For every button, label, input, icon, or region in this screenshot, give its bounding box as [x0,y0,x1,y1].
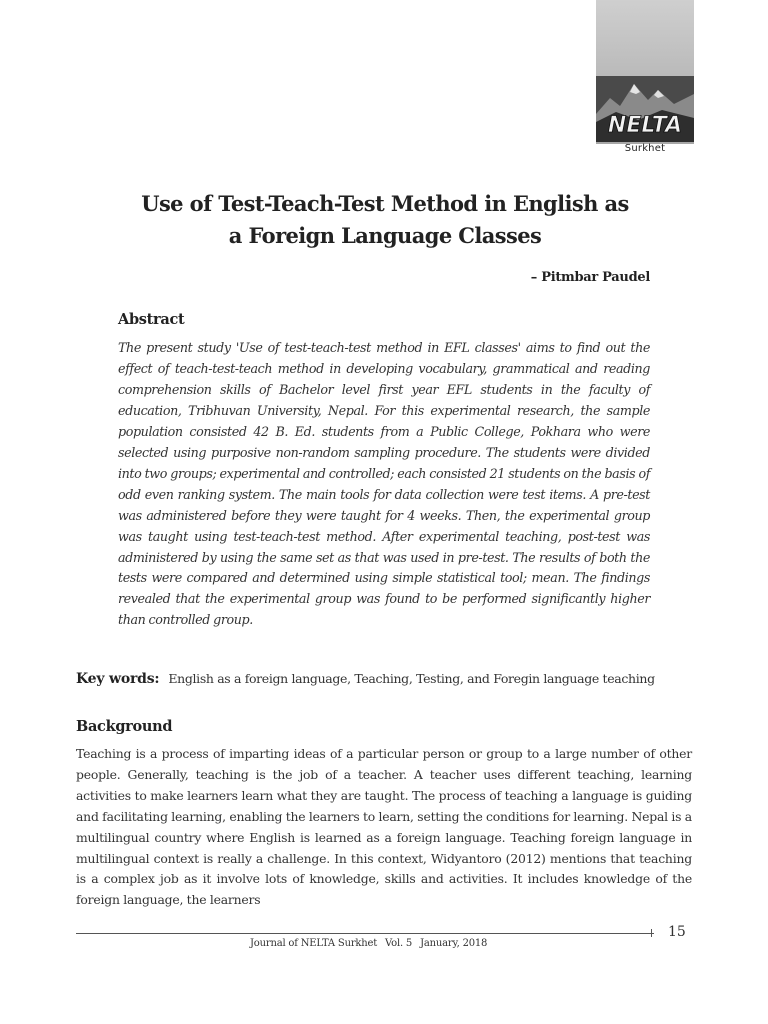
footer-journal-info [250,938,550,949]
page-number: 15 [668,924,686,940]
article-title-line-1: Use of Test-Teach-Test Method in English as [141,191,629,216]
background-text: Teaching is a process of imparting ideas of a particular person or group to a large number of other people. Generally, teaching is the job of a teacher. A teacher uses different teaching, learning activities to make learners learn what they are taught. The process of teaching a language is guiding and facilitating learning, enabling the learners to learn, setting the conditions for learning. Nepal is a multilingual country where English is learned as a foreign language. Teaching foreign language in multilingual context is really a challenge. In this context, Widyantoro (2012) mentions that teaching is a complex job as it involve lots of knowledge, skills and activities. It includes knowledge of the foreign language, the learners [76,746,692,908]
footer-journal-name: Journal of NELTA Surkhet [250,938,378,949]
abstract-text: The present study 'Use of test-teach-test method in EFL classes' aims to find out the effect of teach-test-teach method in developing vocabulary, grammatical and reading comprehension skills of Bachelor level first year EFL students in the faculty of education, Tribhuvan University, Nepal. For this experimental research, the sample population consisted 42 B. Ed. students from a Public College, Pokhara who were selected using purposive non-random sampling procedure. The students were divided into two groups; experimental and controlled; each consisted 21 students on the basis of odd even ranking system. The main tools for data collection were test items. A pre-test was administered before they were taught for 4 weeks. Then, the experimental group was taught using test-teach-test method. After experimental teaching, post-test was administered by using the same set as that was used in pre-test. The results of both the tests were compared and determined using simple statistical tool; mean. The findings revealed that the experimental group was found to be performed significantly higher than controlled group. [118,340,650,628]
abstract-heading: Abstract [118,311,185,328]
article-author: – Pitmbar Paudel [530,270,650,285]
background-heading: Background [76,718,173,735]
logo-caption: Surkhet [624,143,666,154]
footer-date: January, 2018 [420,938,488,949]
keywords [76,671,716,687]
footer-rule [76,933,654,934]
article-title-line-2: a Foreign Language Classes [228,223,542,248]
article-title [90,188,680,252]
footer-rule-tick [651,929,652,937]
nelta-logo-text: NELTA [607,113,683,138]
mountain-logo-icon [596,76,694,142]
nelta-logo [596,76,694,142]
footer-volume: Vol. 5 [385,938,413,949]
keywords-label: Key words: [76,671,160,687]
keywords-text: English as a foreign language, Teaching, Testing, and Foregin language teaching [168,671,655,686]
